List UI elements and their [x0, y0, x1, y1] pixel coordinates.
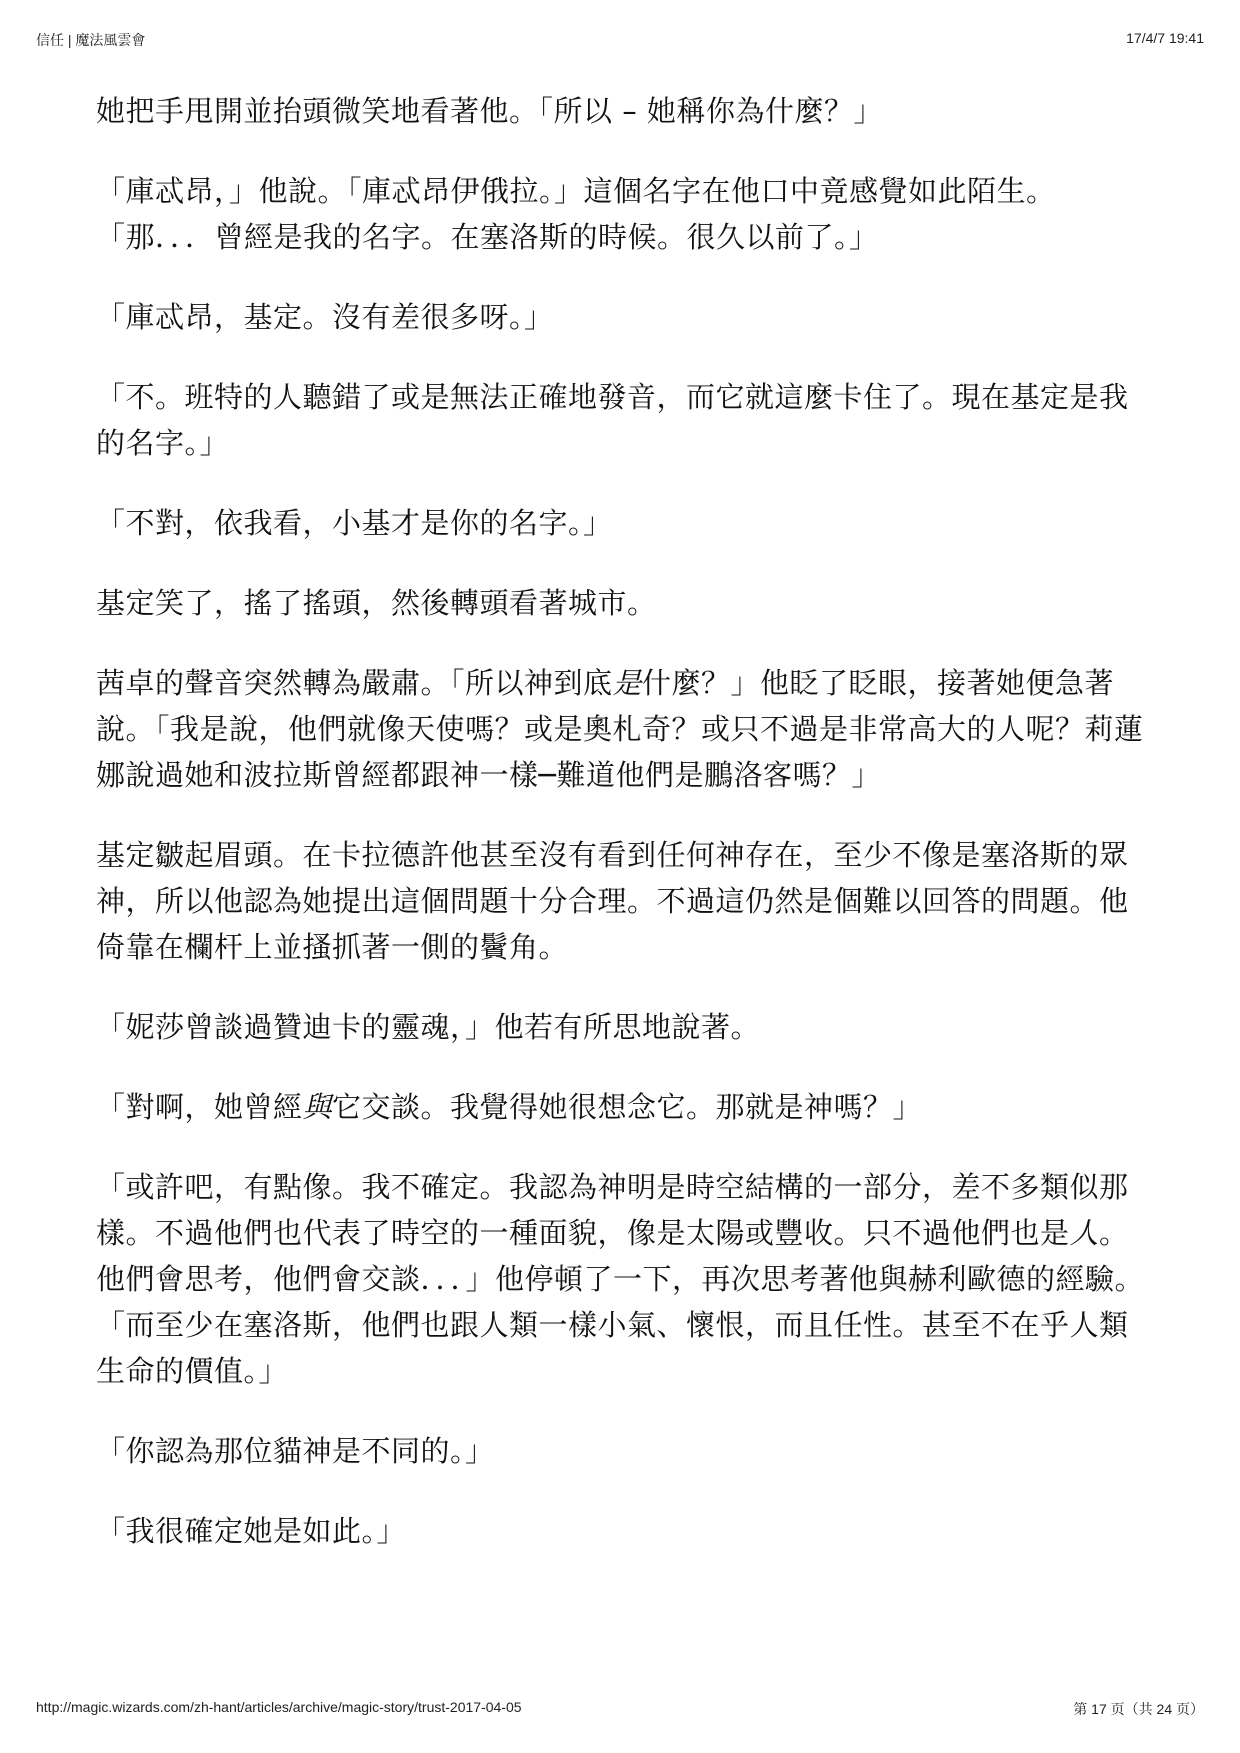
paragraph: 「不。班特的人聽錯了或是無法正確地發音，而它就這麼卡住了。現在基定是我的名字。」: [96, 380, 1129, 460]
article-body: [96, 88, 1144, 1588]
paragraph: 「妮莎曾談過贊迪卡的靈魂，」他若有所思地說著。: [96, 1010, 761, 1044]
paragraph: 「庫忒昂，」他說。「庫忒昂伊俄拉。」這個名字在他口中竟感覺如此陌生。「那．．．曾經是我的名字。在塞洛斯的時候。很久以前了。」: [96, 174, 1056, 254]
paragraph: 「對啊，她曾經與它交談。我覺得她很想念它。那就是神嗎？」: [96, 1090, 923, 1124]
emphasis-text: 是: [612, 666, 643, 700]
paragraph: 「不對，依我看，小基才是你的名字。」: [96, 506, 613, 540]
paragraph: 她把手甩開並抬頭微笑地看著他。「所以 – 她稱你為什麼？」: [96, 94, 883, 128]
paragraph: 「或許吧，有點像。我不確定。我認為神明是時空結構的一部分，差不多類似那樣。不過他們也代表了時空的一種面貌，像是太陽或豐收。只不過他們也是人。他們會思考，他們會交談．．．」他停頓了一下，再次思考著他與赫利歐德的經驗。「而至少在塞洛斯，他們也跟人類一樣小氣、懷恨，而且任性。甚至不在乎人類生命的價值。」: [96, 1170, 1145, 1388]
paragraph: 「庫忒昂，基定。沒有差很多呀。」: [96, 300, 554, 334]
emphasis-text: 人: [1069, 1216, 1100, 1250]
paragraph: 基定皺起眉頭。在卡拉德許他甚至沒有看到任何神存在，至少不像是塞洛斯的眾神，所以他認為她提出這個問題十分合理。不過這仍然是個難以回答的問題。他倚靠在欄杆上並搔抓著一側的鬢角。: [96, 838, 1129, 964]
paragraph: 茜卓的聲音突然轉為嚴肅。「所以神到底是什麼？」他眨了眨眼，接著她便急著說。「我是說，他們就像天使嗎？或是奧札奇？或只不過是非常高大的人呢？莉蓮娜說過她和波拉斯曾經都跟神一樣─難道他們是鵬洛客嗎？」: [96, 666, 1144, 792]
page-title: 信任 | 魔法風雲會: [36, 32, 146, 48]
page-footer: [36, 1699, 1204, 1721]
page-header: [36, 30, 1204, 52]
paragraph: 基定笑了，搖了搖頭，然後轉頭看著城市。: [96, 586, 657, 620]
emphasis-text: 與: [302, 1090, 333, 1124]
paragraph: 「你認為那位貓神是不同的。」: [96, 1434, 495, 1468]
print-datetime: 17/4/7 19:41: [1126, 30, 1204, 46]
paragraph: 「我很確定她是如此。」: [96, 1514, 407, 1548]
page-url: http://magic.wizards.com/zh-hant/articles/archive/magic-story/trust-2017-04-05: [36, 1699, 522, 1715]
page-number: 第 17 页（共 24 页）: [1073, 1701, 1204, 1717]
